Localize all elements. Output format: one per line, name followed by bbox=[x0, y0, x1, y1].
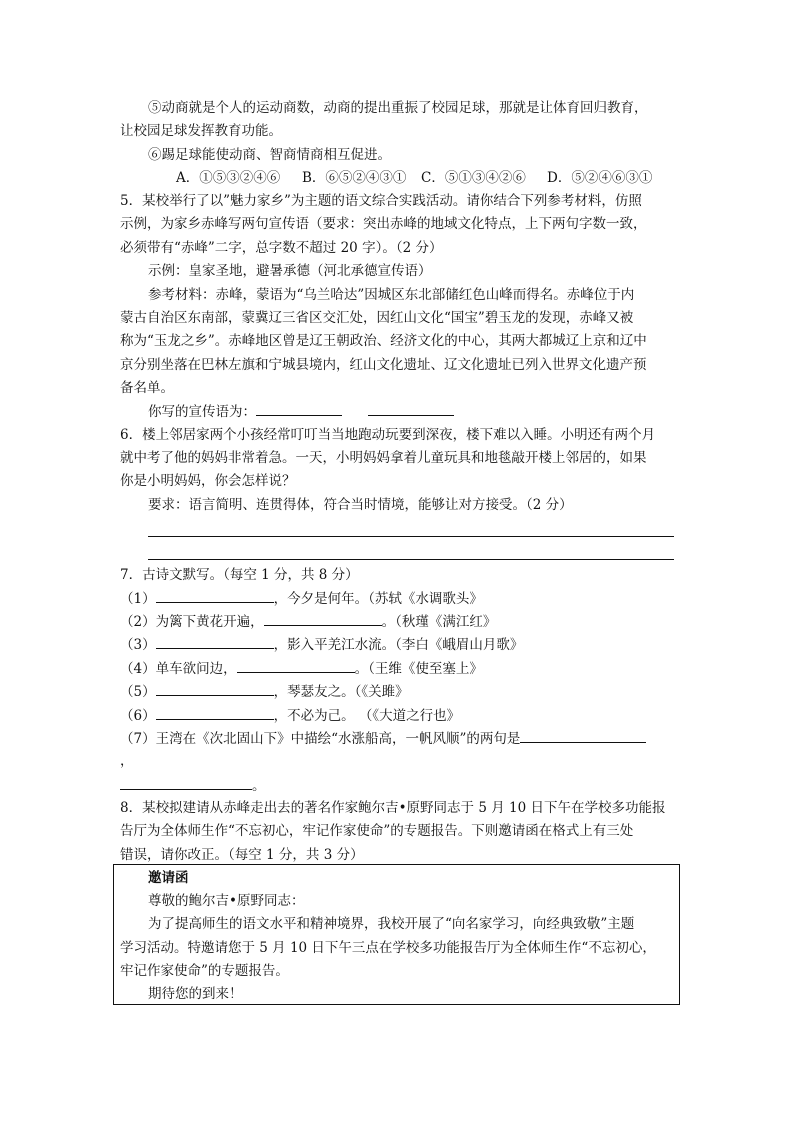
q7-blank-8[interactable] bbox=[120, 775, 252, 790]
q7-item-7-line2 bbox=[120, 775, 266, 796]
q4-item6: ⑥踢足球能使动商、智商情商相互促进。 bbox=[148, 147, 391, 163]
q7-item-3-text: ，影入平羌江水流。（李白《峨眉山月歌》 bbox=[273, 637, 524, 653]
q7-item-6 bbox=[120, 705, 460, 726]
q7-item-1-text: ，今夕是何年。（苏轼《水调歌头》 bbox=[273, 591, 483, 607]
q7-item-1 bbox=[120, 588, 483, 609]
q7-item-2-text: （2）为篱下黄花开遍， bbox=[120, 614, 264, 630]
q6-answer-line-2[interactable] bbox=[148, 559, 674, 560]
q7-item-7-comma: ， bbox=[120, 753, 134, 769]
q5-ref-line3: 称为“玉龙之乡”。赤峰地区曾是辽王朝政治、经济文化的中心，其两大都城辽上京和辽中 bbox=[120, 333, 647, 349]
q7-blank-6[interactable] bbox=[156, 705, 274, 720]
q4-item5-line1: ⑤动商就是个人的运动商数，动商的提出重振了校园足球，那就是让体育回归教育， bbox=[148, 100, 648, 116]
q7-item-4-source: 。（王维《使至塞上》 bbox=[354, 661, 483, 677]
q4-option-b: B．⑥⑤②④③① bbox=[302, 170, 407, 186]
q7-blank-3[interactable] bbox=[156, 634, 274, 649]
q5-ref-line1: 参考材料：赤峰，蒙语为“乌兰哈达”因城区东北部储红色山峰而得名。赤峰位于内 bbox=[148, 287, 635, 303]
q5-answer-blank-1[interactable] bbox=[256, 401, 342, 416]
q5-answer-row bbox=[148, 401, 454, 422]
q6-line3: 你是小明妈妈，你会怎样说？ bbox=[120, 473, 296, 489]
q7-item-5-number: （5） bbox=[120, 684, 156, 700]
q7-item-3-number: （3） bbox=[120, 637, 156, 653]
q5-line1: 5．某校举行了以”魅力家乡”为主题的语文综合实践活动。请你结合下列参考材料，仿照 bbox=[120, 193, 642, 209]
q8-line3: 错误，请你改正。（每空 1 分，共 3 分） bbox=[120, 847, 364, 863]
letter-salutation: 尊敬的鲍尔吉•原野同志： bbox=[148, 893, 305, 909]
q7-item-5-text: ，琴瑟友之。（《关雎》 bbox=[273, 684, 409, 700]
letter-title: 邀请函 bbox=[148, 870, 189, 886]
q7-item-2-source: 。（秋瑾《满江红》 bbox=[381, 614, 497, 630]
q5-ref-line5: 备名单。 bbox=[120, 380, 174, 396]
q8-line1: 8．某校拟建请从赤峰走出去的著名作家鲍尔吉•原野同志于 5 月 10 日下午在学校多功能报 bbox=[120, 800, 666, 816]
letter-body-line3: 牢记作家使命”的专题报告。 bbox=[120, 963, 289, 979]
q5-line3: 必须带有“赤峰”二字，总字数不超过 20 字）。（2 分） bbox=[120, 240, 443, 256]
q5-ref-line4: 京分别坐落在巴林左旗和宁城县境内，红山文化遗址、辽文化遗址已列入世界文化遗产预 bbox=[120, 357, 647, 373]
q7-item-6-text: ，不必为己。 （《大道之行也》 bbox=[273, 708, 461, 724]
q7-blank-4[interactable] bbox=[237, 658, 355, 673]
q4-option-c: C．⑤①③④②⑥ bbox=[421, 170, 526, 186]
q7-item-7-period: 。 bbox=[252, 778, 266, 794]
q5-example: 示例：皇家圣地，避暑承德（河北承德宣传语） bbox=[148, 263, 432, 279]
q7-blank-1[interactable] bbox=[156, 588, 274, 603]
letter-body-line2: 学习活动。特邀请您于 5 月 10 日下午三点在学校多功能报告厅为全体师生作“不忘初心， bbox=[120, 940, 656, 956]
q6-answer-line-1[interactable] bbox=[148, 536, 674, 537]
q4-option-d: D．⑤②④⑥③① bbox=[547, 170, 653, 186]
q7-blank-5[interactable] bbox=[156, 681, 274, 696]
q7-item-7-text: （7）王湾在《次北固山下》中描绘“水涨船高，一帆风顺”的两句是 bbox=[120, 731, 521, 747]
q4-option-a: A．①⑤③②④⑥ bbox=[176, 170, 281, 186]
q6-line2: 就中考了他的妈妈非常着急。一天，小明妈妈拿着儿童玩具和地毯敲开楼上邻居的，如果 bbox=[120, 450, 647, 466]
q8-line2: 告厅为全体师生作“不忘初心，牢记作家使命”的专题报告。下则邀请函在格式上有三处 bbox=[120, 823, 634, 839]
q7-item-6-number: （6） bbox=[120, 708, 156, 724]
q5-ref-line2: 蒙古自治区东南部，蒙冀辽三省区交汇处，因红山文化“国宝”碧玉龙的发现，赤峰又被 bbox=[120, 310, 634, 326]
q7-blank-7[interactable] bbox=[520, 728, 646, 743]
q7-title: 7．古诗文默写。（每空 1 分，共 8 分） bbox=[120, 567, 359, 583]
q5-answer-label: 你写的宣传语为： bbox=[148, 404, 256, 420]
q7-item-4-text: （4）单车欲问边， bbox=[120, 661, 237, 677]
letter-closing: 期待您的到来！ bbox=[148, 986, 243, 1002]
q6-line1: 6．楼上邻居家两个小孩经常叮叮当当地跑动玩要到深夜，楼下难以入睡。小明还有两个月 bbox=[120, 427, 656, 443]
q6-requirement: 要求：语言简明、连贯得体，符合当时情境，能够让对方接受。（2 分） bbox=[148, 497, 573, 513]
q5-answer-blank-2[interactable] bbox=[368, 401, 454, 416]
q7-item-1-number: （1） bbox=[120, 591, 156, 607]
q7-blank-2[interactable] bbox=[264, 611, 382, 626]
q7-item-5 bbox=[120, 681, 409, 702]
q7-item-3 bbox=[120, 634, 523, 655]
q7-item-7 bbox=[120, 728, 646, 749]
q5-line2: 示例，为家乡赤峰写两句宣传语（要求：突出赤峰的地域文化特点，上下两句字数一致， bbox=[120, 216, 647, 232]
letter-body-line1: 为了提高师生的语文水平和精神境界，我校开展了“向名家学习，向经典致敬”主题 bbox=[148, 916, 635, 932]
q4-item5-line2: 让校园足球发挥教育功能。 bbox=[120, 123, 282, 139]
q7-item-2 bbox=[120, 611, 496, 632]
q7-item-4 bbox=[120, 658, 483, 679]
